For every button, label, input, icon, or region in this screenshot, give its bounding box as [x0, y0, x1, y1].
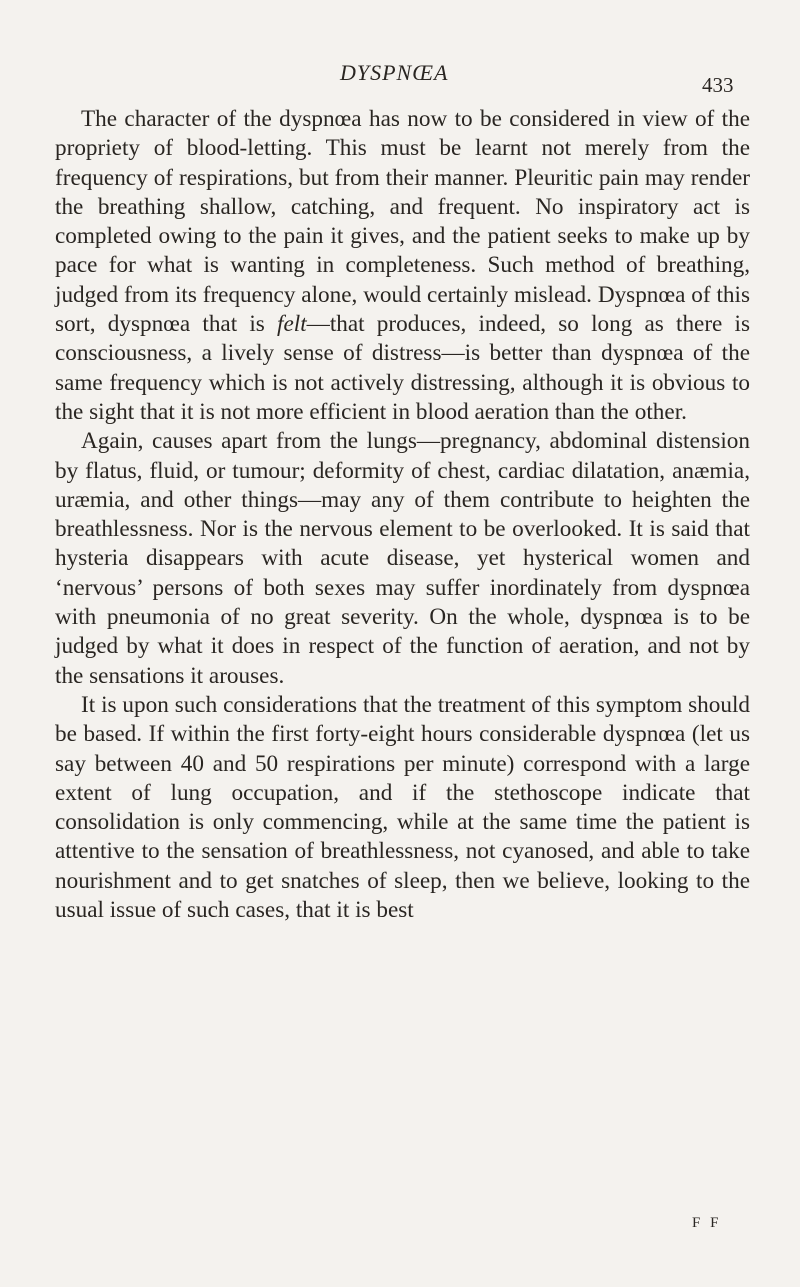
emphasis-felt: felt	[277, 311, 307, 338]
running-title: DYSPNŒA	[340, 60, 449, 85]
paragraph-3: It is upon such considerations that the treatment of this symptom should be based. If within the first forty-eight hours considerable dyspnœa (let us say between 40 and 50 respirations per minute) correspond with a large extent of lung occupation, and if the stethoscope indicate that consolidation is only commencing, while at the same time the patient is attentive to the sensation of breathlessness, not cyanosed, and able to take nourishment and to get snatches of sleep, then we believe, looking to the usual issue of such cases, that it is best	[55, 691, 750, 924]
paragraph-2: Again, causes apart from the lungs—pregnancy, abdominal distension by flatus, fluid, or tumour; deformity of chest, cardiac dilatation, anæmia, uræmia, and other things—may any of them contribute to heighten the breathlessness. Nor is the nervous element to be overlooked. It is said that hysteria disappears with acute disease, yet hysterical women and ‘nervous’ persons of both sexes may suffer inordinately from dyspnœa with pneumonia of no great severity. On the whole, dyspnœa is to be judged by what it does in respect of the function of aeration, and not by the sensations it arouses.	[55, 428, 750, 689]
signature-mark: F F	[692, 1215, 722, 1231]
paragraph-1-continuation: —that produces, indeed, so long as there is consciousness, a lively sense of distress—is better than dyspnœa of the same frequency which is not actively distressing, although it is obvious to the sight that it is not more efficient in blood aeration than the other.	[55, 311, 750, 425]
body-text	[55, 105, 750, 925]
paragraph-1-text: The character of the dyspnœa has now to be considered in view of the propriety of blood-letting. This must be learnt not merely from the frequency of respirations, but from their manner. Pleuritic pain may render the breathing shallow, catching, and frequent. No inspiratory act is completed owing to the pain it gives, and the patient seeks to make up by pace for what is wanting in completeness. Such method of breathing, judged from its frequency alone, would certainly mislead. Dyspnœa of this sort, dyspnœa that is	[55, 106, 750, 338]
paragraph-1	[55, 105, 750, 427]
page-number: 433	[702, 73, 734, 97]
